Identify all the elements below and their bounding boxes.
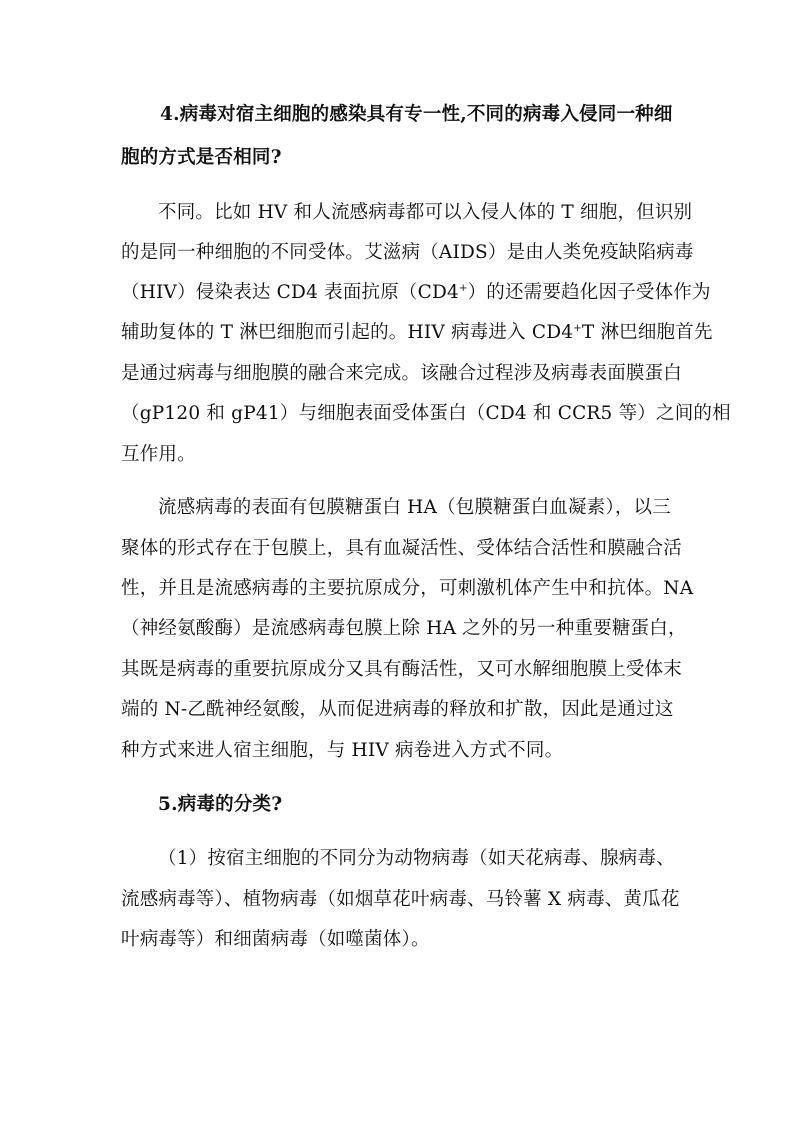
q5-para1-line-2: 流感病毒等）、植物病毒（如烟草花叶病毒、马铃薯 X 病毒、黄瓜花 bbox=[121, 889, 680, 910]
q5-para1-line-1: （1）按宿主细胞的不同分为动物病毒（如天花病毒、腺病毒、 bbox=[158, 848, 675, 869]
q5-para1-line-3: 叶病毒等）和细菌病毒（如噬菌体）。 bbox=[121, 929, 430, 950]
q4-para1-line-6: （gP120 和 gP41）与细胞表面受体蛋白（CD4 和 CCR5 等）之间的相 bbox=[121, 403, 731, 424]
q4-para1-line-1: 不同。比如 HV 和人流感病毒都可以入侵人体的 T 细胞，但识别 bbox=[158, 202, 693, 223]
superscript-plus: + bbox=[458, 282, 468, 294]
q4-para2-line-4: （神经氨酸酶）是流感病毒包膜上除 HA 之外的另一种重要糖蛋白， bbox=[121, 618, 687, 639]
q4-para1-line-5: 是通过病毒与细胞膜的融合来完成。该融合过程涉及病毒表面膜蛋白 bbox=[121, 363, 683, 384]
q4-para2-line-2: 聚体的形式存在于包膜上，具有血凝活性、受体结合活性和膜融合活 bbox=[121, 538, 683, 559]
q4-para1-line-7: 互作用。 bbox=[121, 444, 196, 465]
q4-para2-line-1: 流感病毒的表面有包膜糖蛋白 HA（包膜糖蛋白血凝素），以三 bbox=[158, 497, 671, 518]
q4-para2-line-7: 种方式来进人宿主细胞，与 HIV 病卷进入方式不同。 bbox=[121, 740, 564, 761]
q5-heading: 5.病毒的分类? bbox=[158, 794, 283, 815]
q4-heading-line-1: 4.病毒对宿主细胞的感染具有专一性,不同的病毒入侵同一种细 bbox=[160, 104, 673, 125]
q4-para1-line-2: 的是同一种细胞的不同受体。艾滋病（AIDS）是由人类免疫缺陷病毒 bbox=[121, 242, 694, 263]
q4-para2-line-3: 性，并且是流感病毒的主要抗原成分，可刺激机体产生中和抗体。NA bbox=[121, 578, 694, 599]
superscript-plus: + bbox=[573, 322, 582, 334]
q4-para1-line-4: 辅助复体的 T 淋巴细胞而引起的。HIV 病毒进入 CD4+T 淋巴细胞首先 bbox=[121, 322, 713, 343]
q4-para2-line-5: 其既是病毒的重要抗原成分又具有酶活性，又可水解细胞膜上受体末 bbox=[121, 659, 683, 680]
q4-para2-line-6: 端的 N-乙酰神经氨酸，从而促进病毒的释放和扩散，因此是通过这 bbox=[121, 699, 674, 720]
q4-para1-line-3: （HIV）侵染表达 CD4 表面抗原（CD4+）的还需要趋化因子受体作为 bbox=[121, 282, 711, 303]
q4-heading-line-2: 胞的方式是否相同? bbox=[121, 147, 282, 168]
